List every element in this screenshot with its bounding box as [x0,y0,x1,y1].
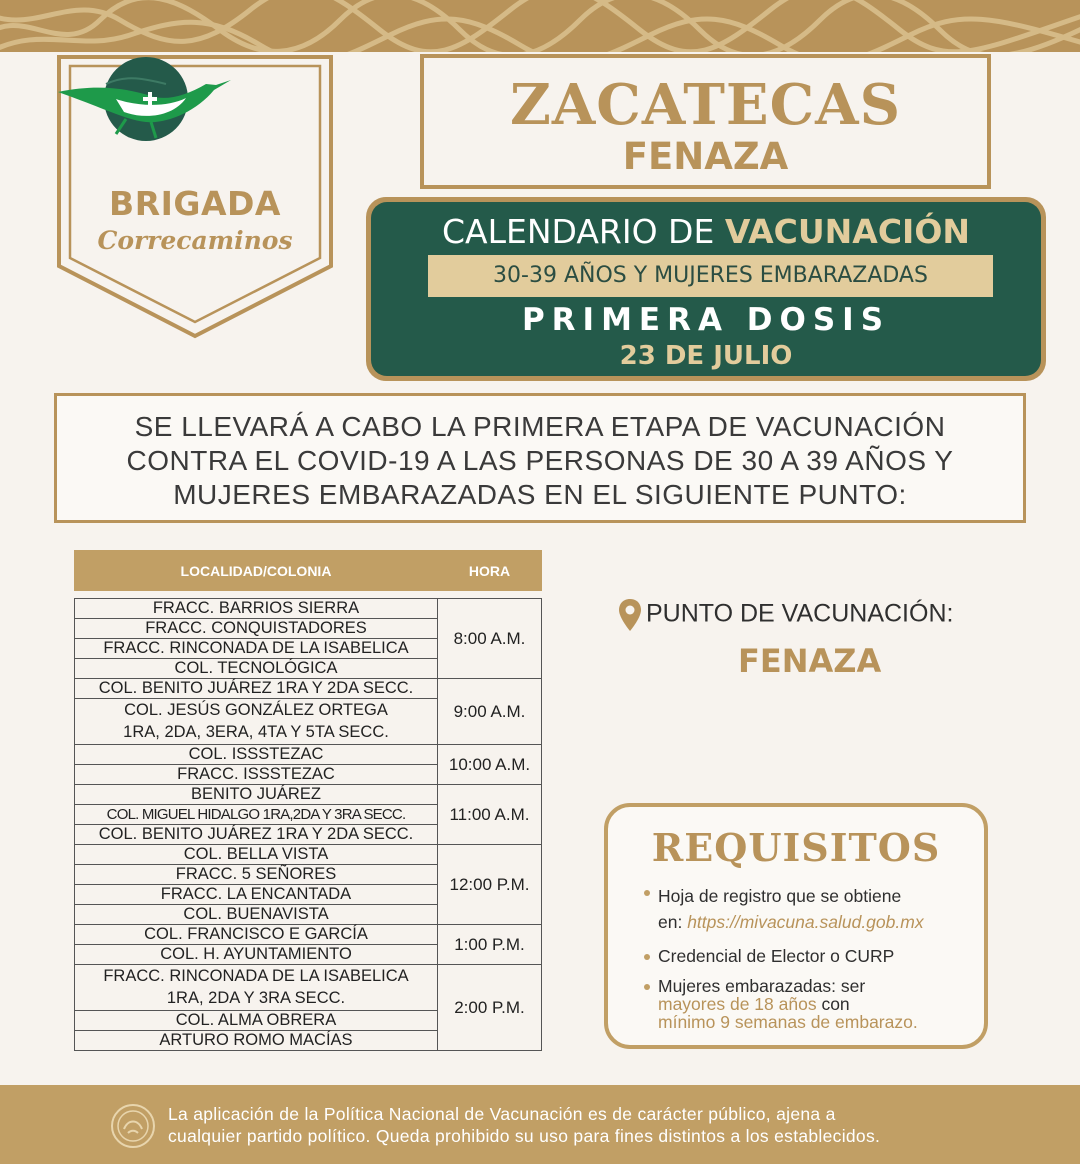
vaccination-point-label: PUNTO DE VACUNACIÓN: [646,599,954,628]
locality-cell: COL. BUENAVISTA [75,905,438,925]
vaccination-point [618,598,1018,680]
requirement-text: con [816,994,850,1014]
locality-cell: FRACC. CONQUISTADORES [75,619,438,639]
requirements-box [604,803,988,1049]
table-header-row [75,551,542,591]
requirement-prefix: en: [658,912,688,932]
locality-cell: FRACC. RINCONADA DE LA ISABELICA [75,965,438,988]
top-pattern-band [0,0,1080,52]
calendar-panel [366,197,1046,381]
table-gap-cell [75,591,542,599]
vaccination-point-line [618,598,1018,632]
notice-line: MUJERES EMBARAZADAS EN EL SIGUIENTE PUNTO: [173,479,907,510]
time-cell: 12:00 P.M. [438,845,542,925]
list-item [644,977,984,1031]
table-row [75,925,542,945]
time-cell: 2:00 P.M. [438,965,542,1051]
date-label: 23 DE JULIO [619,341,793,371]
location-pin-icon [618,598,642,632]
locality-cell: COL. ISSSTEZAC [75,745,438,765]
notice-line: SE LLEVARÁ A CABO LA PRIMERA ETAPA DE VACUNACIÓN [134,411,946,442]
roadrunner-health-icon [56,54,236,144]
notice-box [54,393,1026,523]
age-group-label: 30-39 AÑOS Y MUJERES EMBARAZADAS [428,255,993,297]
requirements-list [644,883,984,1043]
registration-link[interactable]: https://mivacuna.salud.gob.mx [687,912,924,932]
locality-cell: COL. TECNOLÓGICA [75,659,438,679]
calendar-panel-inner [371,202,1041,376]
locality-cell: ARTURO ROMO MACÍAS [75,1031,438,1051]
locality-cell: FRACC. LA ENCANTADA [75,885,438,905]
locality-cell: FRACC. 5 SEÑORES [75,865,438,885]
requirements-title: REQUISITOS [651,825,941,870]
header-locality: LOCALIDAD/COLONIA [75,551,438,591]
locality-cell: BENITO JUÁREZ [75,785,438,805]
state-title: ZACATECAS [509,72,902,138]
requirement-text: Mujeres embarazadas: ser [658,976,866,996]
table-row [75,745,542,765]
requirement-text: Credencial de Elector o CURP [658,946,895,966]
calendar-heading-highlight: VACUNACIÓN [724,212,970,251]
locality-cell: FRACC. RINCONADA DE LA ISABELICA [75,639,438,659]
pattern-decoration [0,0,1080,52]
time-cell: 11:00 A.M. [438,785,542,845]
table-gap [75,591,542,599]
locality-cell: FRACC. ISSSTEZAC [75,765,438,785]
locality-cell: COL. ALMA OBRERA [75,1011,438,1031]
list-item [644,947,984,965]
table-row [75,965,542,988]
locality-cell: COL. H. AYUNTAMIENTO [75,945,438,965]
locality-cell: COL. BENITO JUÁREZ 1RA Y 2DA SECC. [75,825,438,845]
footer-disclaimer [168,1103,1048,1147]
calendar-heading [371,212,1041,251]
notice-line: CONTRA EL COVID-19 A LAS PERSONAS DE 30 A 39 AÑOS Y [126,445,954,476]
place-subtitle: FENAZA [622,135,789,178]
time-cell: 8:00 A.M. [438,599,542,679]
calendar-heading-prefix: CALENDARIO DE [441,212,725,251]
table-row [75,679,542,699]
footer-band [0,1085,1080,1164]
vaccination-point-name: FENAZA [738,642,882,680]
locality-cell: COL. BENITO JUÁREZ 1RA Y 2DA SECC. [75,679,438,699]
list-item [644,883,984,935]
table-row [75,599,542,619]
locality-cell: COL. MIGUEL HIDALGO 1RA,2DA Y 3RA SECC. [75,805,438,825]
locality-cell: 1RA, 2DA Y 3RA SECC. [75,988,438,1011]
requirement-highlight: mayores de 18 años [658,994,817,1014]
footer-line: La aplicación de la Política Nacional de Vacunación es de carácter público, ajena a [168,1104,836,1124]
brigada-badge [56,54,334,339]
time-cell: 1:00 P.M. [438,925,542,965]
locality-cell: COL. BELLA VISTA [75,845,438,865]
national-seal-icon [110,1103,156,1149]
requirement-text: Hoja de registro que se obtiene [658,886,902,906]
badge-subtitle: Correcaminos [97,226,293,255]
table-row [75,785,542,805]
badge-title: BRIGADA [109,184,281,223]
header-time: HORA [438,551,542,591]
footer-line: cualquier partido político. Queda prohibido su uso para fines distintos a los establecidos. [168,1126,881,1146]
locality-cell: FRACC. BARRIOS SIERRA [75,599,438,619]
dose-label: PRIMERA DOSIS [521,302,891,338]
time-cell: 9:00 A.M. [438,679,542,745]
locality-cell: COL. FRANCISCO E GARCÍA [75,925,438,945]
location-header [420,54,991,189]
requirement-highlight: mínimo 9 semanas de embarazo. [658,1012,918,1032]
locality-cell: COL. JESÚS GONZÁLEZ ORTEGA [75,699,438,722]
table-row [75,845,542,865]
locality-cell: 1RA, 2DA, 3ERA, 4TA Y 5TA SECC. [75,722,438,745]
schedule-table [74,550,542,1051]
time-cell: 10:00 A.M. [438,745,542,785]
